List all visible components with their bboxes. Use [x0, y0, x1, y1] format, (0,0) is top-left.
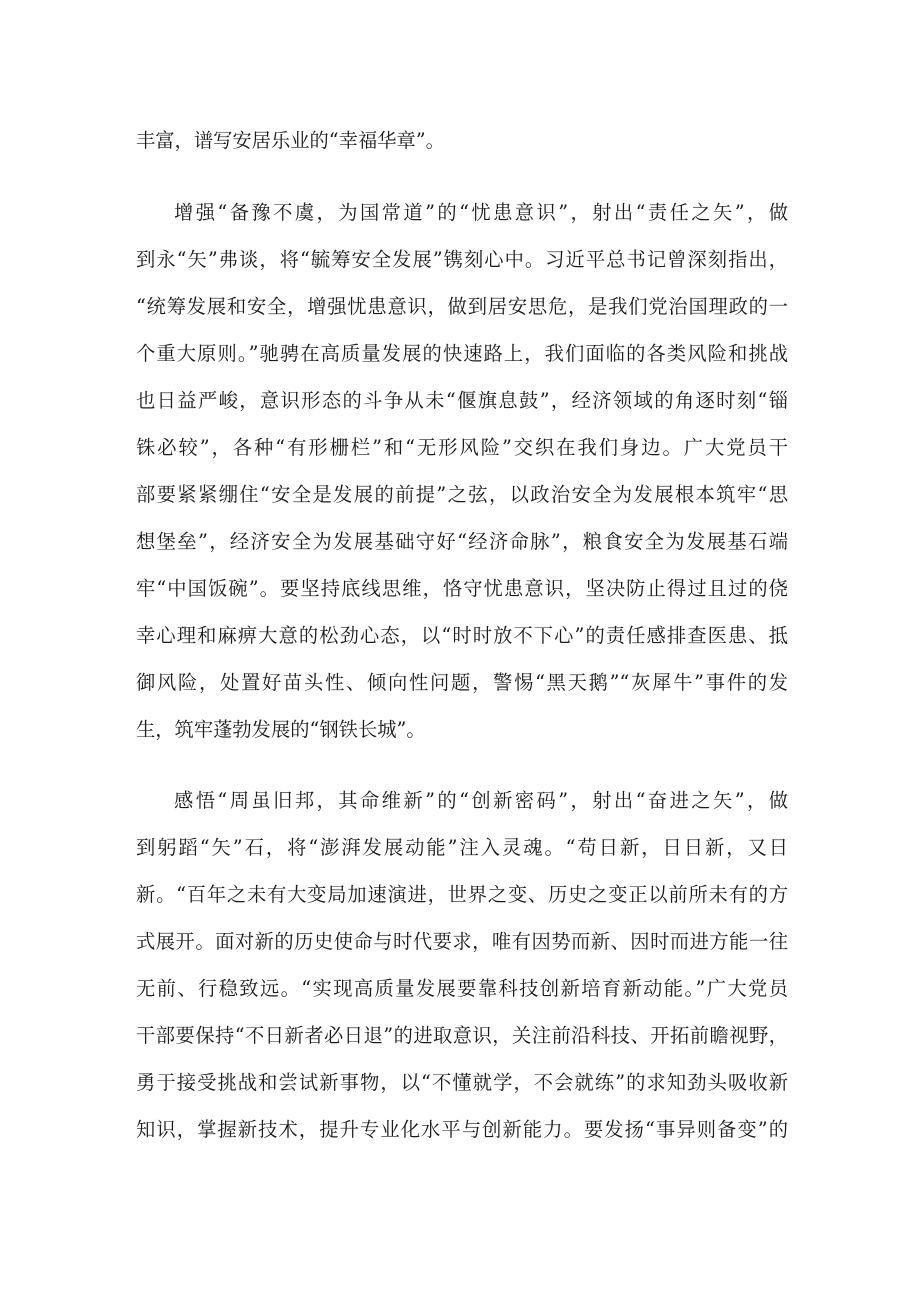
paragraph-1-line-10: 御风险，处置好苗头性、倾向性问题，警惕“黑天鹅”“灰犀牛”事件的发	[136, 671, 788, 694]
paragraph-2-line-0: 感悟“周虽旧邦，其命维新”的“创新密码”，射出“奋进之矢”，做	[174, 789, 788, 812]
paragraph-2-line-6: 勇于接受挑战和尝试新事物，以“不懂就学，不会就练”的求知劲头吸收新	[136, 1071, 788, 1094]
paragraph-2-line-7: 知识，掌握新技术，提升专业化水平与创新能力。要发扬“事异则备变”的	[136, 1118, 788, 1141]
paragraph-1-line-9: 幸心理和麻痹大意的松劲心态，以“时时放不下心”的责任感排查医患、抵	[136, 624, 788, 647]
paragraph-2-line-3: 式展开。面对新的历史使命与时代要求，唯有因势而新、因时而进方能一往	[136, 930, 788, 953]
paragraph-1-line-5: 铢必较”，各种“有形栅栏”和“无形风险”交织在我们身边。广大党员干	[136, 436, 788, 459]
paragraph-1-line-2: “统筹发展和安全，增强忧患意识，做到居安思危，是我们党治国理政的一	[136, 295, 788, 318]
paragraph-1-line-4: 也日益严峻，意识形态的斗争从未“偃旗息鼓”，经济领域的角逐时刻“锱	[136, 389, 788, 412]
paragraph-2-line-4: 无前、行稳致远。“实现高质量发展要靠科技创新培育新动能。”广大党员	[136, 977, 788, 1000]
paragraph-0-line-0: 丰富，谱写安居乐业的“幸福华章”。	[136, 129, 445, 152]
paragraph-1-line-6: 部要紧紧绷住“安全是发展的前提”之弦，以政治安全为发展根本筑牢“思	[136, 483, 788, 506]
paragraph-1-line-8: 牢“中国饭碗”。要坚持底线思维，恪守忧患意识，坚决防止得过且过的侥	[136, 577, 788, 600]
paragraph-2-line-1: 到躬蹈“矢”石，将“澎湃发展动能”注入灵魂。“苟日新，日日新，又日	[136, 836, 788, 859]
paragraph-2-line-2: 新。“百年之未有大变局加速演进，世界之变、历史之变正以前所未有的方	[136, 883, 788, 906]
paragraph-1-line-0: 增强“备豫不虞，为国常道”的“忧患意识”，射出“责任之矢”，做	[174, 201, 788, 224]
paragraph-1-line-11: 生，筑牢蓬勃发展的“钢铁长城”。	[136, 718, 426, 741]
paragraph-1-line-1: 到永“矢”弗谈，将“毓筹安全发展”镌刻心中。习近平总书记曾深刻指出，	[136, 248, 788, 271]
paragraph-1-line-7: 想堡垒”，经济安全为发展基础守好“经济命脉”，粮食安全为发展基石端	[136, 530, 788, 553]
paragraph-1-line-3: 个重大原则。”驰骋在高质量发展的快速路上，我们面临的各类风险和挑战	[136, 342, 788, 365]
paragraph-2-line-5: 干部要保持“不日新者必日退”的进取意识，关注前沿科技、开拓前瞻视野，	[136, 1024, 788, 1047]
